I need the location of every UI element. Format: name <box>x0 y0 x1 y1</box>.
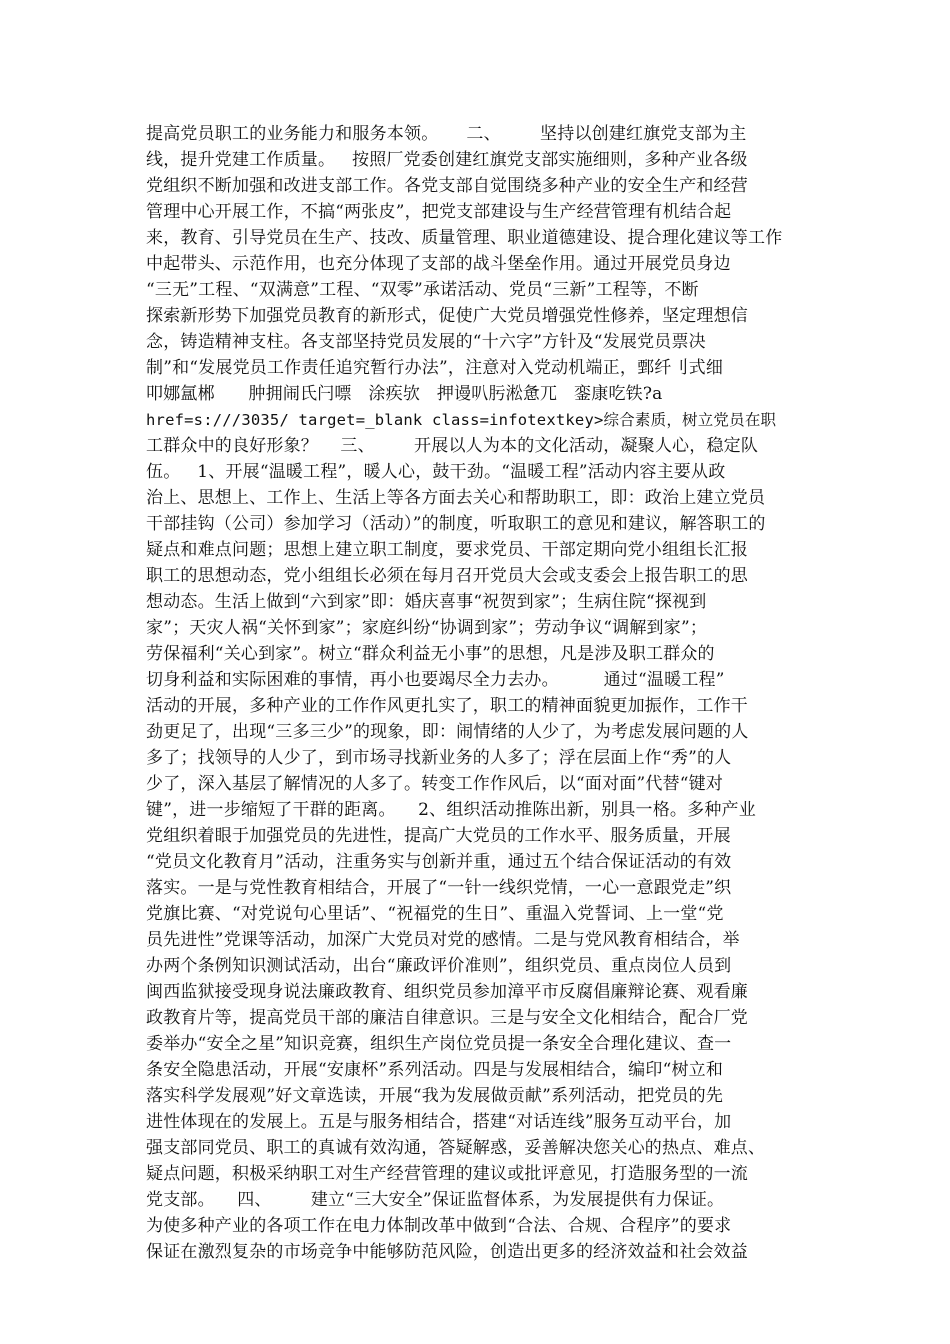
text-line: 疑点问题，积极采纳职工对生产经营管理的建议或批评意见，打造服务型的一流 <box>146 1164 748 1184</box>
text-line: 政教育片等，提高党员干部的廉洁自律意识。三是与安全文化相结合，配合厂党 <box>146 1008 748 1028</box>
text-line: 制”和“发展党员工作责任追究暂行办法”，注意对入党动机端正，鄄纤刂式细 <box>146 358 724 378</box>
text-line: “党员文化教育月”活动，注重务实与创新并重，通过五个结合保证活动的有效 <box>146 852 732 872</box>
text-line: 干部挂钩（公司）参加学习（活动）”的制度，听取职工的意见和建议，解答职工的 <box>146 514 766 534</box>
text-line: 叩娜氲郴 肿拥闹氏闩嘌 涂疾欤 押谩叭肟淞惫兀 銮康吃铁?a <box>146 384 663 404</box>
text-line: 少了，深入基层了解情况的人多了。转变工作作风后，以“面对面”代替“键对 <box>146 774 724 794</box>
text-line: 提高党员职工的业务能力和服务本领。 二、 坚持以创建红旗党支部为主 <box>146 124 747 144</box>
text-line: 家”；天灾人祸“关怀到家”；家庭纠纷“协调到家”；劳动争议“调解到家”； <box>146 618 708 638</box>
text-line: 落实科学发展观”好文章选读，开展“我为发展做贡献”系列活动，把党员的先 <box>146 1086 724 1106</box>
document-body <box>146 121 810 1265</box>
text-line: 办两个条例知识测试活动，出台“廉政评价准则”，组织党员、重点岗位人员到 <box>146 956 732 976</box>
text-line: 线，提升党建工作质量。 按照厂党委创建红旗党支部实施细则，多种产业各级 <box>146 150 748 170</box>
text-line: 念，铸造精神支柱。各支部坚持党员发展的“十六字”方针及“发展党员票决 <box>146 332 706 352</box>
text-line: 党组织不断加强和改进支部工作。各党支部自觉围绕多种产业的安全生产和经营 <box>146 176 748 196</box>
text-line: 中起带头、示范作用，也充分体现了支部的战斗堡垒作用。通过开展党员身边 <box>146 254 731 274</box>
text-line: 党旗比赛、“对党说句心里话”、“祝福党的生日”、重温入党誓词、上一堂“党 <box>146 904 724 924</box>
text-line: 落实。一是与党性教育相结合，开展了“一针一线织党情，一心一意跟党走”织 <box>146 878 732 898</box>
text-line: 切身利益和实际困难的事情，再小也要竭尽全力去办。 通过“温暖工程” <box>146 670 725 690</box>
text-line: 管理中心开展工作，不搞“两张皮”，把党支部建设与生产经营管理有机结合起 <box>146 202 732 222</box>
text-line: 想动态。生活上做到“六到家”即：婚庆喜事“祝贺到家”；生病住院“探视到 <box>146 592 707 612</box>
text-line: 为使多种产业的各项工作在电力体制改革中做到“合法、合规、合程序”的要求 <box>146 1216 732 1236</box>
text-line: href=s:///3035/ target=_blank class=infotextkey>综合素质，树立党员在职 <box>146 411 777 429</box>
text-line: 劳保福利“关心到家”。树立“群众利益无小事”的思想，凡是涉及职工群众的 <box>146 644 715 664</box>
text-line: 闽西监狱接受现身说法廉政教育、组织党员参加漳平市反腐倡廉辩论赛、观看廉 <box>146 982 748 1002</box>
text-line: 条安全隐患活动，开展“安康杯”系列活动。四是与发展相结合，编印“树立和 <box>146 1060 724 1080</box>
text-line: 活动的开展，多种产业的工作作风更扎实了，职工的精神面貌更加振作，工作干 <box>146 696 748 716</box>
text-line: 键”，进一步缩短了干群的距离。 2、组织活动推陈出新，别具一格。多种产业 <box>146 800 756 820</box>
text-line: 强支部同党员、职工的真诚有效沟通，答疑解惑，妥善解决您关心的热点、难点、 <box>146 1138 766 1158</box>
text-line: 伍。 1、开展“温暖工程”，暖人心，鼓干劲。“温暖工程”活动内容主要从政 <box>146 462 726 482</box>
text-line: 多了；找领导的人少了，到市场寻找新业务的人多了；浮在层面上作“秀”的人 <box>146 748 732 768</box>
text-line: 来，教育、引导党员在生产、技改、质量管理、职业道德建设、提合理化建议等工作 <box>146 228 783 248</box>
text-line: 劲更足了，出现“三多三少”的现象，即：闹情绪的人少了，为考虑发展问题的人 <box>146 722 749 742</box>
text-line: 员先进性”党课等活动，加深广大党员对党的感情。二是与党风教育相结合，举 <box>146 930 740 950</box>
text-line: 疑点和难点问题；思想上建立职工制度，要求党员、干部定期向党小组组长汇报 <box>146 540 748 560</box>
text-line: 治上、思想上、工作上、生活上等各方面去关心和帮助职工，即：政治上建立党员 <box>146 488 766 508</box>
text-line: 工群众中的良好形象？ 三、 开展以人为本的文化活动，凝聚人心，稳定队 <box>146 436 759 456</box>
text-line: 保证在激烈复杂的市场竞争中能够防范风险，创造出更多的经济效益和社会效益 <box>146 1242 748 1262</box>
text-line: 进性体现在的发展上。五是与服务相结合，搭建“对话连线”服务互动平台，加 <box>146 1112 732 1132</box>
text-line: 委举办“安全之星”知识竞赛，组织生产岗位党员提一条安全合理化建议、查一 <box>146 1034 732 1054</box>
text-line: 党支部。 四、 建立“三大安全”保证监督体系，为发展提供有力保证。 <box>146 1190 725 1210</box>
text-line: 职工的思想动态，党小组组长必须在每月召开党员大会或支委会上报告职工的思 <box>146 566 748 586</box>
text-line: “三无”工程、“双满意”工程、“双零”承诺活动、党员“三新”工程等，不断 <box>146 280 699 300</box>
text-line: 党组织着眼于加强党员的先进性，提高广大党员的工作水平、服务质量，开展 <box>146 826 731 846</box>
text-line: 探索新形势下加强党员教育的新形式，促使广大党员增强党性修养，坚定理想信 <box>146 306 748 326</box>
